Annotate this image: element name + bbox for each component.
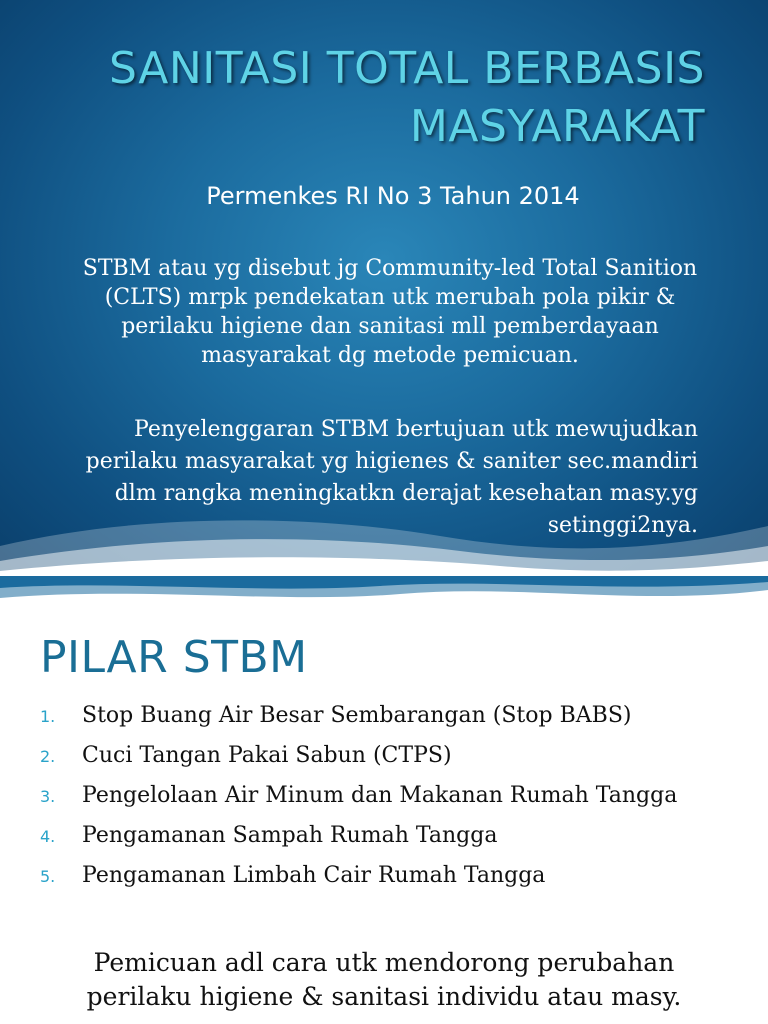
list-item	[40, 696, 760, 736]
slide-wave-decoration	[0, 506, 768, 576]
list-number: 3.	[40, 787, 56, 806]
slide-subtitle: Permenkes RI No 3 Tahun 2014	[206, 182, 580, 210]
list-text: Stop Buang Air Besar Sembarangan (Stop BABS)	[82, 703, 632, 728]
list-text: Pengamanan Sampah Rumah Tangga	[82, 823, 498, 848]
list-text: Pengelolaan Air Minum dan Makanan Rumah Tangga	[82, 783, 678, 808]
list-item	[40, 736, 760, 776]
list-text: Cuci Tangan Pakai Sabun (CTPS)	[82, 743, 452, 768]
list-number: 1.	[40, 707, 56, 726]
list-item	[40, 816, 760, 856]
slide-title	[0, 40, 705, 156]
list-number: 2.	[40, 747, 56, 766]
list-number: 5.	[40, 867, 56, 886]
list-text: Pengamanan Limbah Cair Rumah Tangga	[82, 863, 546, 888]
pilar-list	[40, 696, 760, 896]
list-item	[40, 856, 760, 896]
pemicuan-paragraph: Pemicuan adl cara utk mendorong perubahan perilaku higiene & sanitasi individu atau masy.	[86, 948, 682, 1011]
top-wave-decoration	[0, 576, 768, 616]
slide-pilar-stbm	[0, 576, 768, 1024]
list-number: 4.	[40, 827, 56, 846]
definition-paragraph: STBM atau yg disebut jg Community-led Total Sanition (CLTS) mrpk pendekatan utk merubah pola pikir & perilaku higiene dan sanitasi mll pemberdayaan masyarakat dg metode pemicuan.	[82, 256, 698, 368]
pilar-title: PILAR STBM	[40, 632, 308, 683]
purpose-paragraph: Penyelenggaran STBM bertujuan utk mewujudkan perilaku masyarakat yg higienes & saniter sec.mandiri dlm rangka meningkatkn derajat kesehatan masy.yg setinggi2nya.	[85, 417, 698, 538]
title-line-2: MASYARAKAT	[409, 101, 705, 152]
title-line-1: SANITASI TOTAL BERBASIS	[109, 43, 705, 94]
list-item	[40, 776, 760, 816]
